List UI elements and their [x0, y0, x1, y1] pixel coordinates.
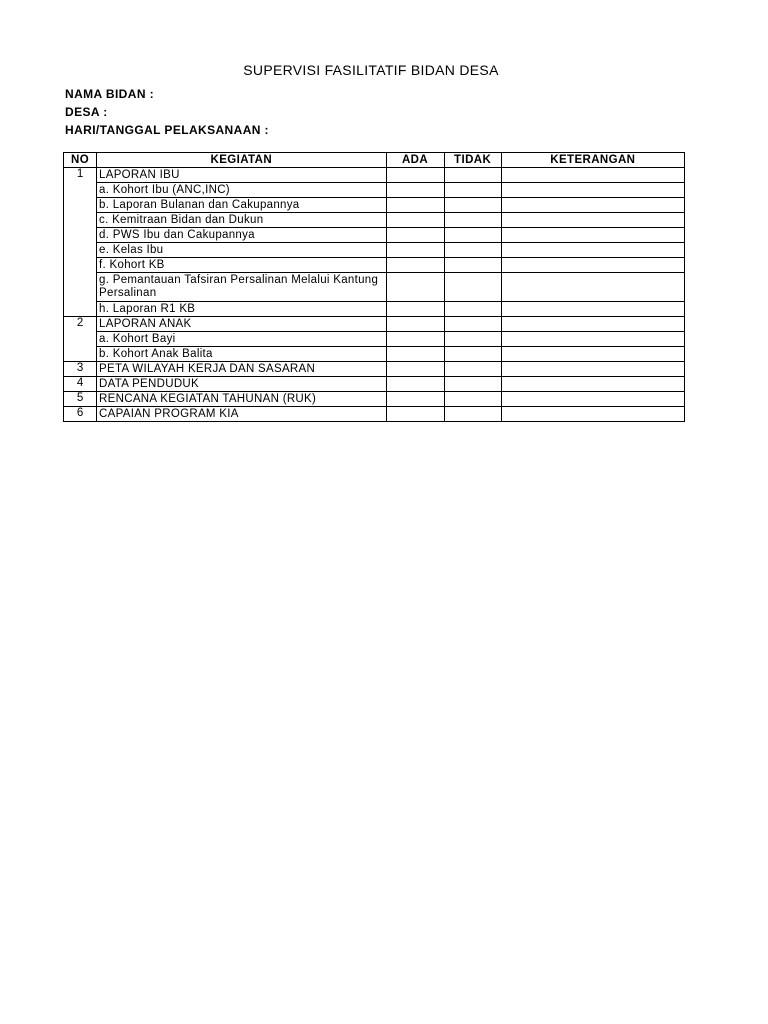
tidak-cell[interactable]	[444, 198, 501, 213]
keterangan-cell[interactable]	[501, 243, 684, 258]
kegiatan-cell: a. Kohort Bayi	[97, 332, 386, 347]
column-header-tidak: TIDAK	[444, 153, 501, 168]
tidak-cell[interactable]	[444, 243, 501, 258]
ada-cell[interactable]	[386, 317, 444, 332]
supervision-checklist-table	[63, 152, 685, 422]
table-row	[64, 407, 685, 422]
keterangan-cell[interactable]	[501, 228, 684, 243]
table-row	[64, 258, 685, 273]
tidak-cell[interactable]	[444, 168, 501, 183]
keterangan-cell[interactable]	[501, 198, 684, 213]
tidak-cell[interactable]	[444, 302, 501, 317]
ada-cell[interactable]	[386, 362, 444, 377]
hari-tanggal-label: HARI/TANGGAL PELAKSANAAN :	[65, 123, 269, 137]
ada-cell[interactable]	[386, 228, 444, 243]
kegiatan-cell: DATA PENDUDUK	[97, 377, 386, 392]
keterangan-cell[interactable]	[501, 302, 684, 317]
kegiatan-cell: d. PWS Ibu dan Cakupannya	[97, 228, 386, 243]
row-number-cell: 4	[64, 377, 97, 392]
tidak-cell[interactable]	[444, 183, 501, 198]
kegiatan-cell: PETA WILAYAH KERJA DAN SASARAN	[97, 362, 386, 377]
keterangan-cell[interactable]	[501, 332, 684, 347]
keterangan-cell[interactable]	[501, 273, 684, 302]
ada-cell[interactable]	[386, 243, 444, 258]
tidak-cell[interactable]	[444, 213, 501, 228]
tidak-cell[interactable]	[444, 377, 501, 392]
table-row	[64, 168, 685, 183]
nama-bidan-label: NAMA BIDAN :	[65, 87, 155, 101]
kegiatan-cell: f. Kohort KB	[97, 258, 386, 273]
keterangan-cell[interactable]	[501, 347, 684, 362]
keterangan-cell[interactable]	[501, 317, 684, 332]
table-row	[64, 347, 685, 362]
row-number-cell: 2	[64, 317, 97, 362]
kegiatan-cell: LAPORAN IBU	[97, 168, 386, 183]
tidak-cell[interactable]	[444, 362, 501, 377]
table-row	[64, 317, 685, 332]
row-number-cell: 6	[64, 407, 97, 422]
kegiatan-cell: b. Kohort Anak Balita	[97, 347, 386, 362]
kegiatan-cell: b. Laporan Bulanan dan Cakupannya	[97, 198, 386, 213]
column-header-ada: ADA	[386, 153, 444, 168]
ada-cell[interactable]	[386, 302, 444, 317]
kegiatan-cell: e. Kelas Ibu	[97, 243, 386, 258]
table-row	[64, 302, 685, 317]
column-header-keterangan: KETERANGAN	[501, 153, 684, 168]
keterangan-cell[interactable]	[501, 407, 684, 422]
page-title: SUPERVISI FASILITATIF BIDAN DESA	[243, 62, 499, 78]
tidak-cell[interactable]	[444, 392, 501, 407]
keterangan-cell[interactable]	[501, 362, 684, 377]
row-number-cell: 5	[64, 392, 97, 407]
keterangan-cell[interactable]	[501, 183, 684, 198]
ada-cell[interactable]	[386, 183, 444, 198]
column-header-no: NO	[64, 153, 97, 168]
kegiatan-cell: a. Kohort Ibu (ANC,INC)	[97, 183, 386, 198]
ada-cell[interactable]	[386, 213, 444, 228]
table-header-row	[64, 153, 685, 168]
column-header-kegiatan: KEGIATAN	[97, 153, 386, 168]
tidak-cell[interactable]	[444, 273, 501, 302]
ada-cell[interactable]	[386, 407, 444, 422]
desa-label: DESA :	[65, 105, 108, 119]
keterangan-cell[interactable]	[501, 168, 684, 183]
table-row	[64, 243, 685, 258]
row-number-cell: 3	[64, 362, 97, 377]
table-row	[64, 377, 685, 392]
row-number-cell: 1	[64, 168, 97, 317]
tidak-cell[interactable]	[444, 332, 501, 347]
table-row	[64, 332, 685, 347]
ada-cell[interactable]	[386, 198, 444, 213]
table-row	[64, 392, 685, 407]
keterangan-cell[interactable]	[501, 377, 684, 392]
ada-cell[interactable]	[386, 392, 444, 407]
table-row	[64, 273, 685, 302]
table-row	[64, 228, 685, 243]
tidak-cell[interactable]	[444, 317, 501, 332]
tidak-cell[interactable]	[444, 347, 501, 362]
kegiatan-cell: h. Laporan R1 KB	[97, 302, 386, 317]
ada-cell[interactable]	[386, 332, 444, 347]
kegiatan-cell: RENCANA KEGIATAN TAHUNAN (RUK)	[97, 392, 386, 407]
table-row	[64, 213, 685, 228]
table-row	[64, 198, 685, 213]
tidak-cell[interactable]	[444, 258, 501, 273]
kegiatan-cell: LAPORAN ANAK	[97, 317, 386, 332]
kegiatan-cell: CAPAIAN PROGRAM KIA	[97, 407, 386, 422]
ada-cell[interactable]	[386, 377, 444, 392]
keterangan-cell[interactable]	[501, 258, 684, 273]
keterangan-cell[interactable]	[501, 392, 684, 407]
table-row	[64, 183, 685, 198]
ada-cell[interactable]	[386, 258, 444, 273]
kegiatan-cell: c. Kemitraan Bidan dan Dukun	[97, 213, 386, 228]
ada-cell[interactable]	[386, 273, 444, 302]
ada-cell[interactable]	[386, 347, 444, 362]
tidak-cell[interactable]	[444, 228, 501, 243]
tidak-cell[interactable]	[444, 407, 501, 422]
ada-cell[interactable]	[386, 168, 444, 183]
table-row	[64, 362, 685, 377]
kegiatan-cell: g. Pemantauan Tafsiran Persalinan Melalui Kantung Persalinan	[97, 273, 386, 302]
keterangan-cell[interactable]	[501, 213, 684, 228]
